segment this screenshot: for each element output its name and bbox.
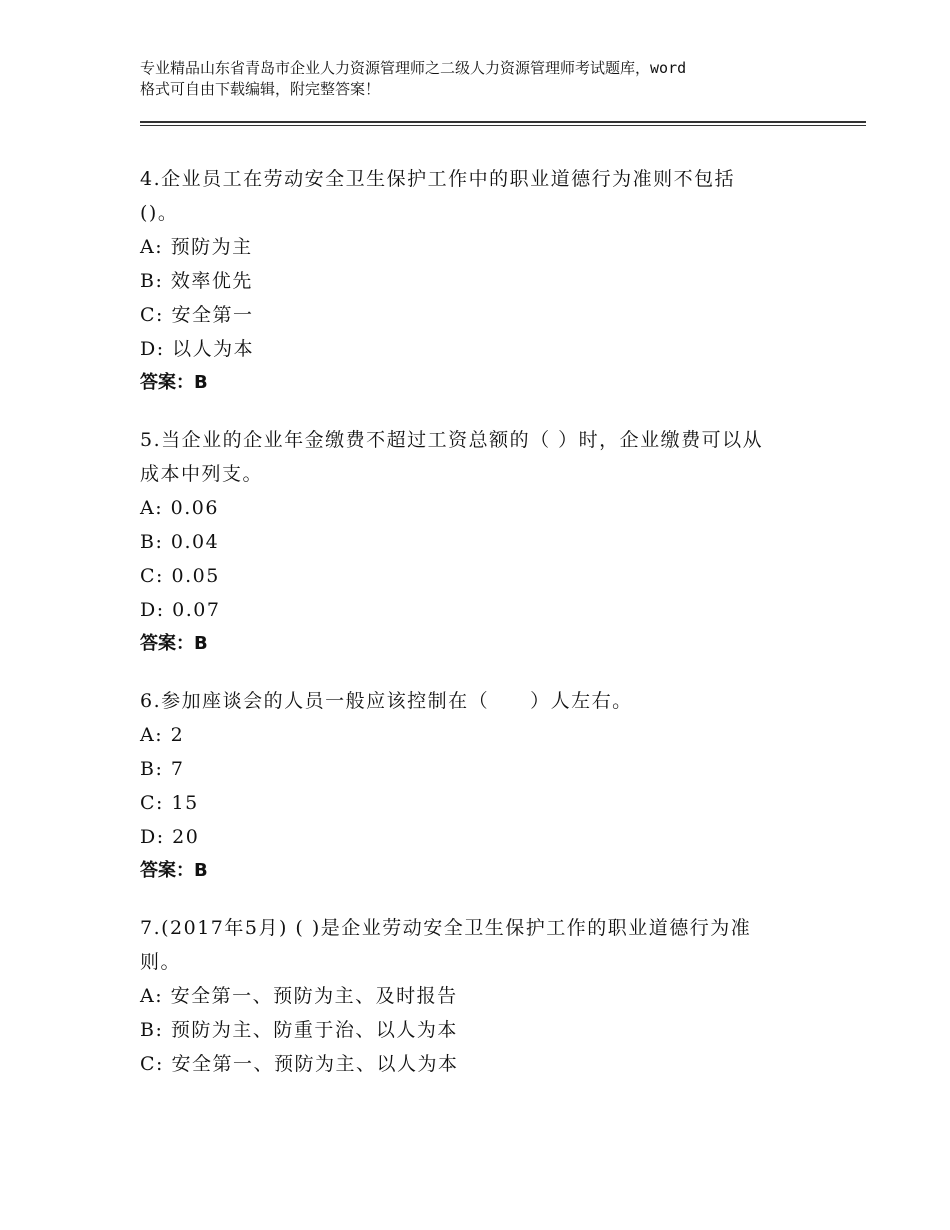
option-d: D: 0.07	[140, 599, 221, 621]
question-5	[140, 423, 840, 661]
option-b: B: 7	[140, 758, 185, 780]
question-text-line: 7.(2017年5月) ( )是企业劳动安全卫生保护工作的职业道德行为准	[140, 917, 752, 939]
question-list	[140, 162, 840, 1104]
option-c: C: 安全第一、预防为主、以人为本	[140, 1053, 459, 1075]
option-d: D: 以人为本	[140, 338, 255, 360]
option-a: A: 0.06	[140, 497, 219, 519]
option-a: A: 预防为主	[140, 236, 253, 258]
option-a: A: 2	[140, 724, 185, 746]
option-a: A: 安全第一、预防为主、及时报告	[140, 985, 458, 1007]
question-text-line: 成本中列支。	[140, 463, 264, 485]
option-d: D: 20	[140, 826, 200, 848]
question-text-line: 5.当企业的企业年金缴费不超过工资总额的（ ）时，企业缴费可以从	[140, 429, 764, 451]
question-6	[140, 684, 840, 888]
option-b: B: 效率优先	[140, 270, 253, 292]
option-b: B: 0.04	[140, 531, 220, 553]
option-c: C: 15	[140, 792, 199, 814]
header-divider-thick	[140, 121, 866, 123]
document-header	[140, 58, 840, 100]
question-7	[140, 911, 840, 1081]
header-line-1: 专业精品山东省青岛市企业人力资源管理师之二级人力资源管理师考试题库，word	[140, 59, 687, 77]
option-c: C: 0.05	[140, 565, 220, 587]
question-text-line: 则。	[140, 951, 182, 973]
header-divider-thin	[140, 125, 866, 126]
question-text-line: 6.参加座谈会的人员一般应该控制在（ ）人左右。	[140, 690, 633, 712]
answer-label: 答案：B	[140, 860, 208, 881]
header-line-2: 格式可自由下载编辑，附完整答案！	[140, 80, 381, 98]
question-text-line: 4.企业员工在劳动安全卫生保护工作中的职业道德行为准则不包括	[140, 168, 736, 190]
option-b: B: 预防为主、防重于治、以人为本	[140, 1019, 458, 1041]
answer-label: 答案：B	[140, 633, 208, 654]
answer-label: 答案：B	[140, 372, 208, 393]
option-c: C: 安全第一	[140, 304, 254, 326]
question-4	[140, 162, 840, 400]
question-text-line: ()。	[140, 202, 179, 224]
